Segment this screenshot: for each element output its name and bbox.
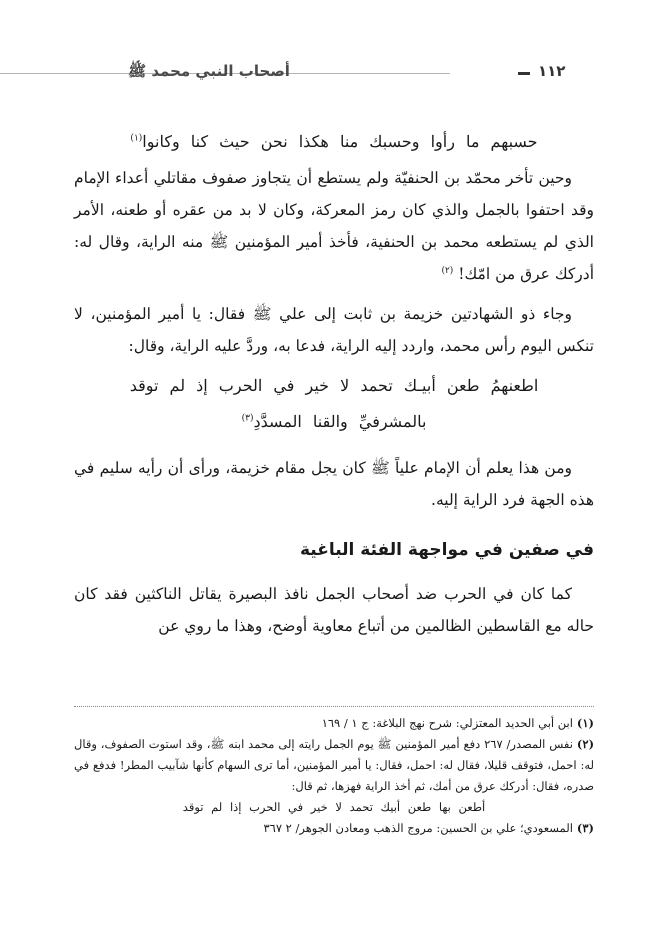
footnote-2-verse: أطعن بها طعن أبيك تحمد لا خير في الحرب إذا لم توقد: [182, 800, 486, 814]
verse-1: [74, 126, 594, 158]
paragraph-3: ومن هذا يعلم أن الإمام علياً ﷺ كان يجل مقام خزيمة، ورأى أن رأيه سليم في هذه الجهة فرد الراية إليه.: [74, 459, 594, 509]
footnote-2-text: نفس المصدر/ ٢٦٧ دفع أمير المؤمنين ﷺ يوم الجمل رايته إلى محمد ابنه ﷺ، وقد استوت الصفوف، وقال له: احمل، فتوقف قليلا، فقال له: احمل، فقال: يا أمير المؤمنين، أما ترى السهام كأنها شآبيب المطر! فدفع في صدره، فقال: أدركك عرق من أمك، ثم أخذ الراية فهزها، ثم قال:: [74, 737, 594, 793]
footnote-3-number: (٣): [576, 821, 594, 835]
footnote-2: [74, 734, 594, 797]
section-heading: في صفين في مواجهة الفئة الباغية: [299, 540, 594, 560]
footnote-3: [74, 818, 594, 839]
footnote-1: [74, 713, 594, 734]
footnote-ref-2: (٢): [441, 265, 454, 276]
verse-3: [74, 406, 594, 438]
footnote-3-text: المسعودي؛ علي بن الحسين: مروج الذهب ومعادن الجوهر/ ٢ ٣٦٧: [263, 821, 573, 835]
page-header: [0, 62, 669, 86]
paragraph-4: كما كان في الحرب ضد أصحاب الجمل نافذ البصيرة يقاتل الناكثين فقد كان حاله مع القاسطين الظالمين من أتباع معاوية أوضح، وهذا ما روي عن: [74, 585, 594, 635]
header-dash: [518, 72, 530, 75]
paragraph-2: وجاء ذو الشهادتين خزيمة بن ثابت إلى علي ﷺ فقال: يا أمير المؤمنين، لا تنكس اليوم رأس محمد، واردد إليه الراية، فدعا به، وردَّ عليه الراية، وقال:: [74, 305, 594, 355]
footnote-1-text: ابن أبي الحديد المعتزلي: شرح نهج البلاغة: ج ١ / ١٦٩: [321, 716, 573, 730]
footnote-ref-3: (٣): [241, 413, 254, 424]
verse-2: اطعنهمُ طعن أبيـك تحمد لا خير في الحرب إذ لم توقد: [129, 376, 539, 395]
verse-3-text: بالمشرفيِّ والقنا المسدَّدِ: [253, 412, 427, 431]
page-body: [74, 126, 594, 658]
paragraph-1: [74, 162, 594, 290]
verse-1-text: حسبهم ما رأوا وحسبك منا هكذا نحن حيث كنا وكانوا: [142, 132, 538, 151]
footnote-divider: [74, 706, 594, 707]
paragraph-1-text: وحين تأخر محمّد بن الحنفيّة ولم يستطع أن يتجاوز صفوف مقاتلي أعداء الإمام وقد احتفوا بالجمل والذي كان رمز المعركة، وكان لا بد من عقره أو طعنه، الأمر الذي لم يستطعه محمد بن الحنفية، فأخذ أمير المؤمنين ﷺ منه الراية، وقال له: أدركك عرق من امّك!: [74, 169, 594, 283]
page-number: ١١٢: [538, 62, 566, 80]
footnote-ref-1: (١): [130, 133, 143, 144]
footnotes: [74, 706, 594, 839]
running-title: أصحاب النبي محمد ﷺ: [128, 62, 290, 80]
footnote-1-number: (١): [576, 716, 594, 730]
footnote-2-number: (٢): [576, 737, 595, 751]
